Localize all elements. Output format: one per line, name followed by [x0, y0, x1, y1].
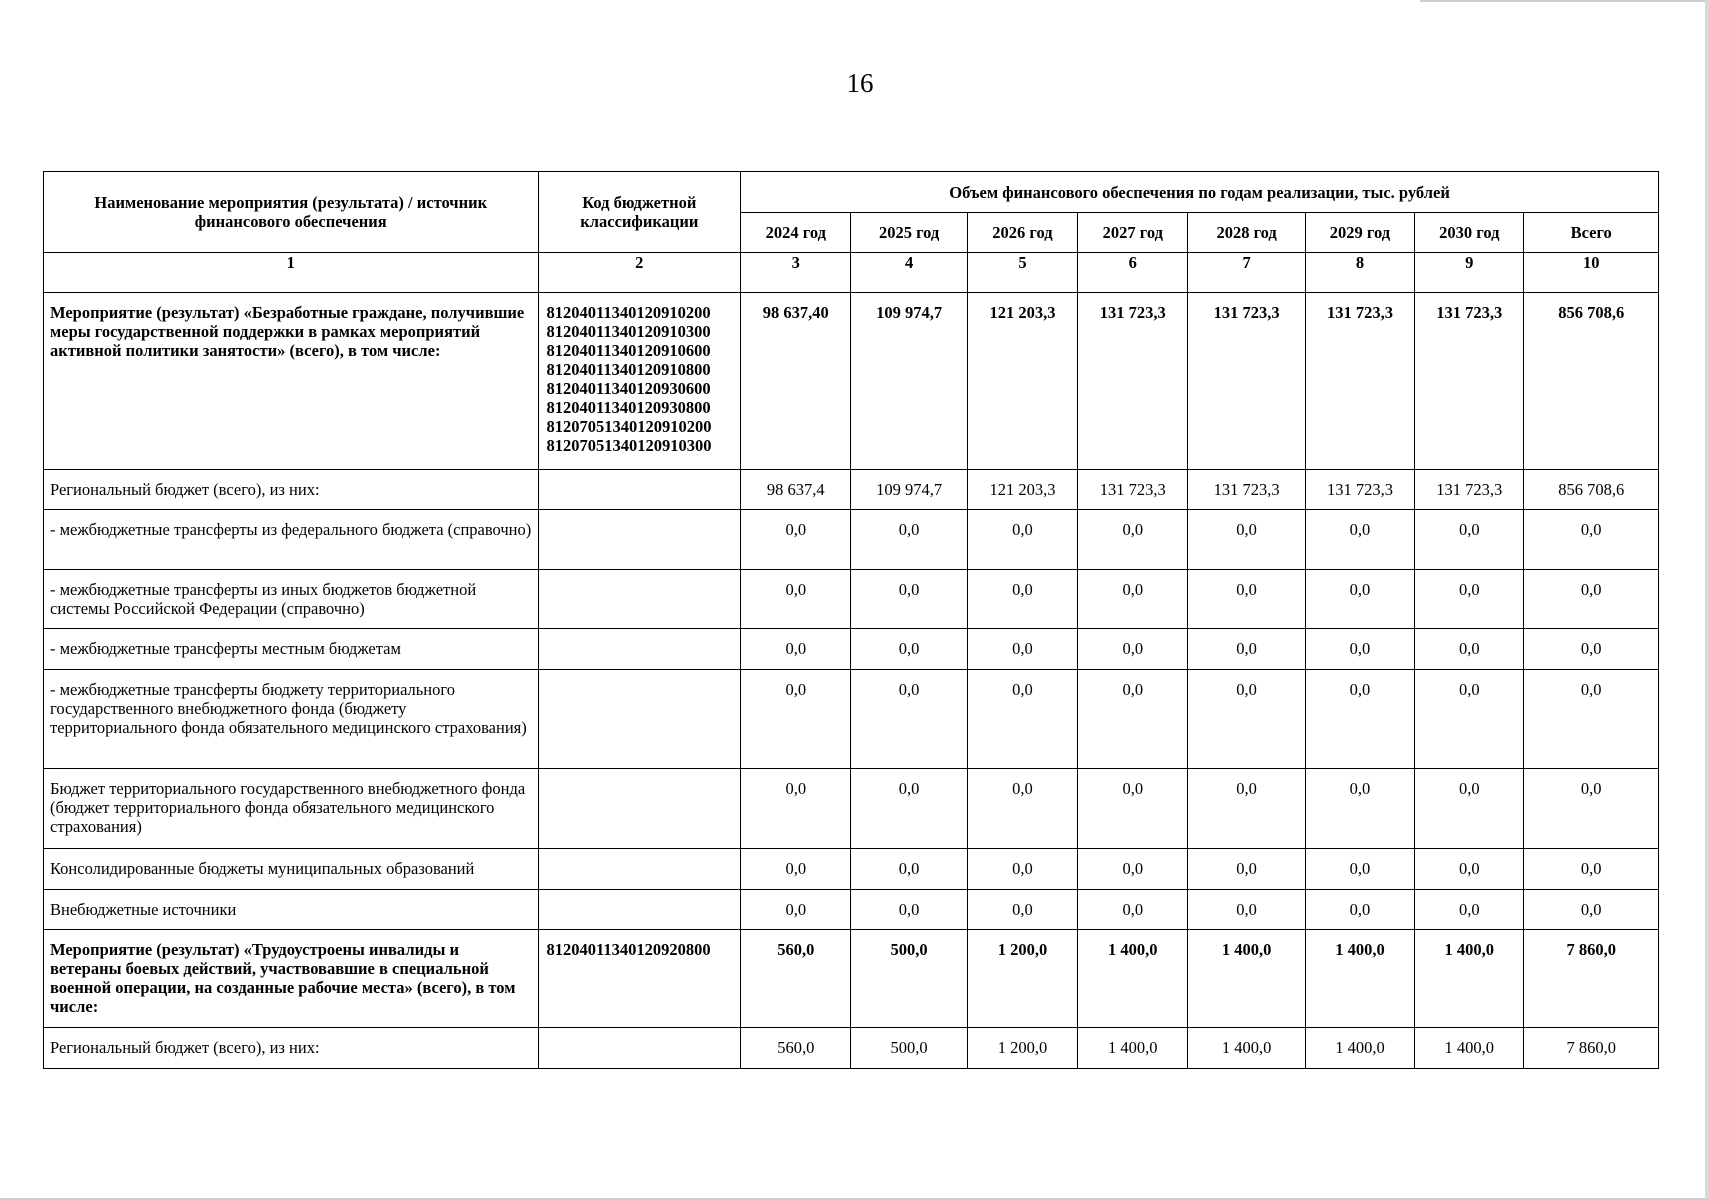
column-number-cell: 3 — [741, 253, 851, 293]
row-value-cell: 109 974,7 — [851, 293, 967, 470]
budget-code: 81204011340120920800 — [546, 940, 711, 959]
row-value-cell: 0,0 — [741, 670, 851, 769]
row-name-cell: - межбюджетные трансферты из иных бюджетов бюджетной системы Российской Федерации (справочно) — [44, 570, 539, 629]
row-value-cell: 0,0 — [741, 510, 851, 570]
header-code-cell: Код бюджетной классификации — [538, 172, 741, 253]
row-name-cell: Бюджет территориального государственного внебюджетного фонда (бюджет территориального фонда обязательного медицинского страхования) — [44, 769, 539, 849]
column-number-row — [44, 253, 1659, 293]
row-total-cell: 0,0 — [1524, 890, 1659, 930]
row-value-cell: 0,0 — [967, 849, 1077, 890]
row-value-cell: 0,0 — [1188, 769, 1305, 849]
row-value-cell: 0,0 — [851, 570, 967, 629]
row-value-cell: 0,0 — [1305, 890, 1414, 930]
row-value-cell: 0,0 — [1415, 510, 1524, 570]
budget-code-cell — [538, 293, 741, 470]
table-row — [44, 470, 1659, 510]
row-value-cell: 0,0 — [1415, 769, 1524, 849]
row-value-cell: 1 400,0 — [1305, 930, 1414, 1028]
row-total-cell: 856 708,6 — [1524, 293, 1659, 470]
row-value-cell: 0,0 — [1188, 510, 1305, 570]
budget-code: 81204011340120930600 — [546, 379, 711, 398]
row-value-cell: 0,0 — [1188, 670, 1305, 769]
table-row — [44, 570, 1659, 629]
row-name-cell: - межбюджетные трансферты местным бюджетам — [44, 629, 539, 670]
row-value-cell: 560,0 — [741, 1028, 851, 1069]
row-value-cell: 0,0 — [1078, 570, 1188, 629]
header-volume-cell: Объем финансового обеспечения по годам реализации, тыс. рублей — [741, 172, 1659, 213]
row-value-cell: 0,0 — [967, 670, 1077, 769]
header-year-cell: 2025 год — [851, 213, 967, 253]
column-number-cell: 8 — [1305, 253, 1414, 293]
row-name-cell: Мероприятие (результат) «Безработные граждане, получившие меры государственной поддержки в рамках мероприятий активной политики занятости» (всего), в том числе: — [44, 293, 539, 470]
row-value-cell: 131 723,3 — [1415, 293, 1524, 470]
row-value-cell: 1 400,0 — [1188, 1028, 1305, 1069]
page-number: 16 — [846, 68, 874, 98]
column-number-cell: 5 — [967, 253, 1077, 293]
row-value-cell: 121 203,3 — [967, 470, 1077, 510]
row-value-cell: 560,0 — [741, 930, 851, 1028]
row-value-cell: 1 200,0 — [967, 930, 1077, 1028]
budget-code-cell — [538, 670, 741, 769]
header-year-cell: 2028 год — [1188, 213, 1305, 253]
row-value-cell: 1 400,0 — [1415, 1028, 1524, 1069]
row-value-cell: 0,0 — [741, 890, 851, 930]
header-name-cell: Наименование мероприятия (результата) / источник финансового обеспечения — [44, 172, 539, 253]
row-value-cell: 0,0 — [741, 849, 851, 890]
budget-code: 81204011340120910300 — [546, 322, 711, 341]
budget-code-cell — [538, 1028, 741, 1069]
row-value-cell: 131 723,3 — [1188, 293, 1305, 470]
column-number-cell: 7 — [1188, 253, 1305, 293]
table-row — [44, 293, 1659, 470]
row-value-cell: 0,0 — [967, 570, 1077, 629]
row-value-cell: 0,0 — [1415, 849, 1524, 890]
budget-code-cell — [538, 510, 741, 570]
table-row — [44, 670, 1659, 769]
budget-code: 81207051340120910300 — [546, 436, 712, 455]
row-value-cell: 0,0 — [1078, 890, 1188, 930]
scan-edge-top — [1420, 0, 1709, 2]
row-value-cell: 0,0 — [1078, 849, 1188, 890]
budget-code-cell — [538, 629, 741, 670]
row-name-cell: - межбюджетные трансферты бюджету территориального государственного внебюджетного фонда (бюджету территориального фонда обязательного медицинского страхования) — [44, 670, 539, 769]
budget-code-cell — [538, 470, 741, 510]
row-value-cell: 0,0 — [1188, 570, 1305, 629]
row-value-cell: 0,0 — [1078, 629, 1188, 670]
row-value-cell: 500,0 — [851, 930, 967, 1028]
row-value-cell: 0,0 — [967, 629, 1077, 670]
header-year-cell: 2029 год — [1305, 213, 1414, 253]
budget-code: 81204011340120910200 — [546, 303, 711, 322]
row-value-cell: 0,0 — [851, 769, 967, 849]
row-value-cell: 1 400,0 — [1188, 930, 1305, 1028]
header-year-cell: 2030 год — [1415, 213, 1524, 253]
row-value-cell: 0,0 — [1305, 849, 1414, 890]
budget-code-cell — [538, 890, 741, 930]
row-value-cell: 0,0 — [967, 769, 1077, 849]
financing-table — [43, 171, 1659, 1069]
scan-edge-right — [1705, 0, 1709, 1200]
header-total-cell: Всего — [1524, 213, 1659, 253]
row-value-cell: 98 637,40 — [741, 293, 851, 470]
header-year-cell: 2024 год — [741, 213, 851, 253]
column-number-cell: 2 — [538, 253, 741, 293]
row-total-cell: 7 860,0 — [1524, 1028, 1659, 1069]
row-value-cell: 0,0 — [1188, 890, 1305, 930]
budget-code: 81204011340120910800 — [546, 360, 711, 379]
table-row — [44, 849, 1659, 890]
table-row — [44, 1028, 1659, 1069]
row-value-cell: 0,0 — [1305, 570, 1414, 629]
row-name-cell: Мероприятие (результат) «Трудоустроены инвалиды и ветераны боевых действий, участвовавшие в специальной военной операции, на созданные рабочие места» (всего), в том числе: — [44, 930, 539, 1028]
row-value-cell: 1 400,0 — [1078, 1028, 1188, 1069]
row-value-cell: 0,0 — [1078, 670, 1188, 769]
row-name-cell: - межбюджетные трансферты из федерального бюджета (справочно) — [44, 510, 539, 570]
row-value-cell: 0,0 — [1415, 670, 1524, 769]
header-year-cell: 2027 год — [1078, 213, 1188, 253]
row-total-cell: 856 708,6 — [1524, 470, 1659, 510]
row-value-cell: 121 203,3 — [967, 293, 1077, 470]
row-name-cell: Региональный бюджет (всего), из них: — [44, 1028, 539, 1069]
row-value-cell: 0,0 — [1188, 849, 1305, 890]
column-number-cell: 10 — [1524, 253, 1659, 293]
budget-code-cell — [538, 570, 741, 629]
row-value-cell: 0,0 — [967, 890, 1077, 930]
row-value-cell: 0,0 — [1078, 769, 1188, 849]
row-value-cell: 1 400,0 — [1078, 930, 1188, 1028]
row-value-cell: 0,0 — [1415, 629, 1524, 670]
row-value-cell: 0,0 — [1415, 570, 1524, 629]
row-total-cell: 7 860,0 — [1524, 930, 1659, 1028]
row-name-cell: Внебюджетные источники — [44, 890, 539, 930]
table-row — [44, 510, 1659, 570]
row-value-cell: 131 723,3 — [1188, 470, 1305, 510]
row-total-cell: 0,0 — [1524, 629, 1659, 670]
row-value-cell: 0,0 — [1305, 769, 1414, 849]
row-value-cell: 0,0 — [851, 629, 967, 670]
row-value-cell: 131 723,3 — [1305, 470, 1414, 510]
row-total-cell: 0,0 — [1524, 510, 1659, 570]
row-value-cell: 0,0 — [741, 570, 851, 629]
table-row — [44, 769, 1659, 849]
row-value-cell: 0,0 — [741, 629, 851, 670]
row-name-cell: Региональный бюджет (всего), из них: — [44, 470, 539, 510]
row-value-cell: 0,0 — [851, 510, 967, 570]
row-value-cell: 131 723,3 — [1415, 470, 1524, 510]
table-row — [44, 930, 1659, 1028]
header-row-top — [44, 172, 1659, 213]
row-value-cell: 98 637,4 — [741, 470, 851, 510]
table-row — [44, 890, 1659, 930]
header-year-cell: 2026 год — [967, 213, 1077, 253]
row-value-cell: 109 974,7 — [851, 470, 967, 510]
budget-code: 81204011340120930800 — [546, 398, 711, 417]
row-total-cell: 0,0 — [1524, 570, 1659, 629]
row-value-cell: 0,0 — [967, 510, 1077, 570]
row-value-cell: 0,0 — [1078, 510, 1188, 570]
row-value-cell: 131 723,3 — [1305, 293, 1414, 470]
row-total-cell: 0,0 — [1524, 769, 1659, 849]
column-number-cell: 6 — [1078, 253, 1188, 293]
row-value-cell: 131 723,3 — [1078, 470, 1188, 510]
column-number-cell: 9 — [1415, 253, 1524, 293]
table-row — [44, 629, 1659, 670]
row-name-cell: Консолидированные бюджеты муниципальных образований — [44, 849, 539, 890]
row-total-cell: 0,0 — [1524, 849, 1659, 890]
row-value-cell: 1 400,0 — [1305, 1028, 1414, 1069]
row-value-cell: 0,0 — [851, 670, 967, 769]
budget-code-cell — [538, 849, 741, 890]
budget-code-cell — [538, 769, 741, 849]
row-value-cell: 0,0 — [1305, 629, 1414, 670]
row-value-cell: 0,0 — [851, 849, 967, 890]
row-value-cell: 500,0 — [851, 1028, 967, 1069]
column-number-cell: 4 — [851, 253, 967, 293]
row-value-cell: 0,0 — [1305, 670, 1414, 769]
row-value-cell: 1 400,0 — [1415, 930, 1524, 1028]
row-value-cell: 1 200,0 — [967, 1028, 1077, 1069]
row-total-cell: 0,0 — [1524, 670, 1659, 769]
budget-code: 81204011340120910600 — [546, 341, 711, 360]
row-value-cell: 0,0 — [1188, 629, 1305, 670]
row-value-cell: 131 723,3 — [1078, 293, 1188, 470]
row-value-cell: 0,0 — [1305, 510, 1414, 570]
budget-code: 81207051340120910200 — [546, 417, 712, 436]
row-value-cell: 0,0 — [741, 769, 851, 849]
row-value-cell: 0,0 — [851, 890, 967, 930]
column-number-cell: 1 — [44, 253, 539, 293]
row-value-cell: 0,0 — [1415, 890, 1524, 930]
budget-code-cell — [538, 930, 741, 1028]
